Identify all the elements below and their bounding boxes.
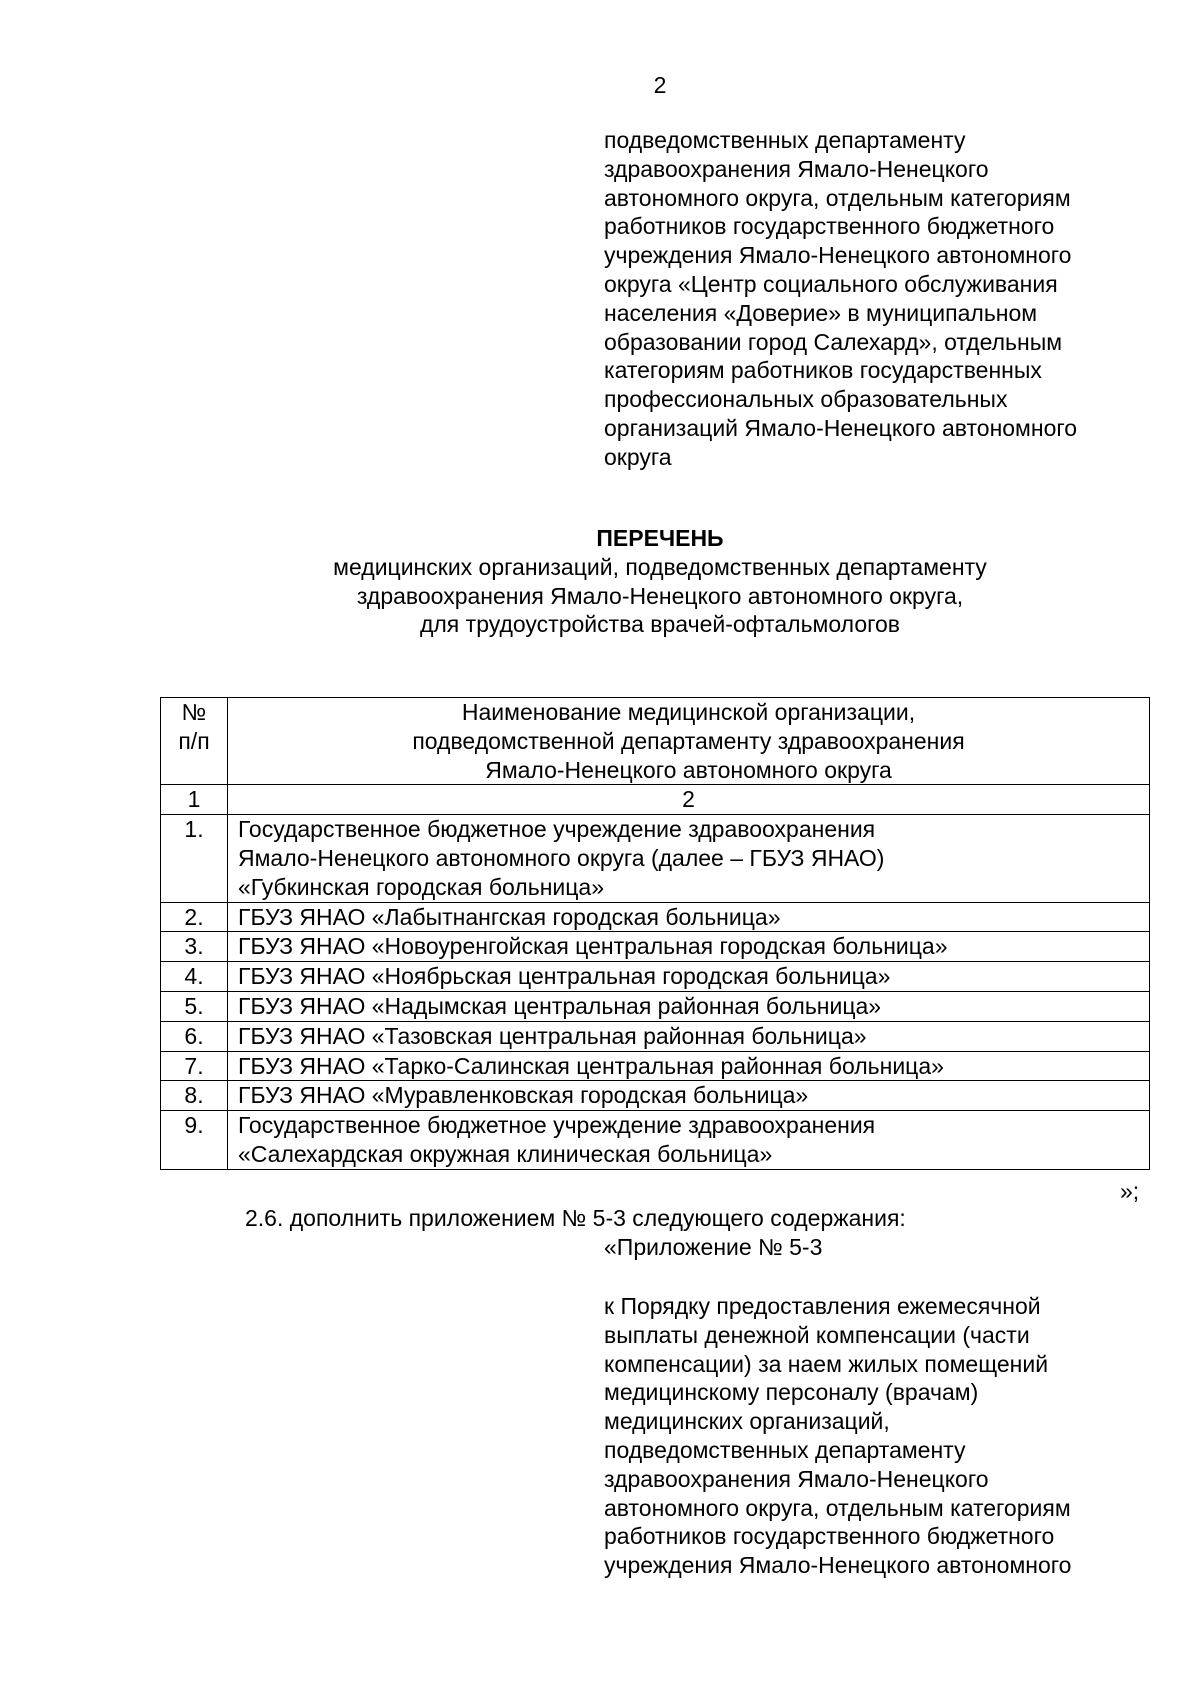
organization-name: ГБУЗ ЯНАО «Муравленковская городская больница»: [228, 1081, 1150, 1111]
row-number: 9.: [161, 1111, 228, 1170]
name-line: Государственное бюджетное учреждение здравоохранения: [238, 1112, 876, 1139]
appendix-title: «Приложение № 5-3: [604, 1234, 823, 1260]
row-number: 5.: [161, 991, 228, 1021]
table-row: [161, 962, 1150, 992]
text-line: работников государственного бюджетного: [604, 1523, 1055, 1550]
page-number: 2: [653, 72, 667, 98]
row-number: 6.: [161, 1021, 228, 1051]
table-row: [161, 1111, 1150, 1170]
name-line: «Губкинская городская больница»: [238, 873, 605, 900]
text-line: организаций Ямало-Ненецкого автономного: [604, 414, 1078, 441]
name-line: Государственное бюджетное учреждение здравоохранения: [238, 816, 876, 843]
row-number: 3.: [161, 932, 228, 962]
subtitle-line: для трудоустройства врачей-офтальмологов: [419, 611, 901, 638]
text-line: учреждения Ямало-Ненецкого автономного: [604, 242, 1072, 269]
header-number-line: №: [181, 699, 207, 725]
document-title: ПЕРЕЧЕНЬ: [596, 525, 724, 551]
header-name-line: Наименование медицинской организации,: [461, 699, 916, 725]
organization-name: ГБУЗ ЯНАО «Новоуренгойская центральная городская больница»: [228, 932, 1150, 962]
organization-name: ГБУЗ ЯНАО «Тазовская центральная районная больница»: [228, 1021, 1150, 1051]
appendix-reference: [604, 1292, 1164, 1580]
text-line: учреждения Ямало-Ненецкого автономного: [604, 1552, 1072, 1579]
closing-quote: »;: [1120, 1178, 1140, 1204]
text-line: округа «Центр социального обслуживания: [604, 270, 1058, 297]
table-header-row: [161, 698, 1150, 785]
row-number: 8.: [161, 1081, 228, 1111]
name-line: «Салехардская окружная клиническая больница»: [238, 1140, 773, 1167]
name-line: Ямало-Ненецкого автономного округа (далее – ГБУЗ ЯНАО): [238, 844, 885, 871]
text-line: населения «Доверие» в муниципальном: [604, 299, 1038, 326]
column-number-cell: 2: [228, 785, 1150, 815]
organization-name: ГБУЗ ЯНАО «Надымская центральная районная больница»: [228, 991, 1150, 1021]
header-name-cell: [228, 698, 1150, 785]
text-line: подведомственных департаменту: [604, 127, 966, 153]
text-line: округа: [604, 443, 672, 470]
row-number: 2.: [161, 902, 228, 932]
row-number: 1.: [161, 815, 228, 902]
text-line: работников государственного бюджетного: [604, 213, 1055, 240]
text-line: компенсации) за наем жилых помещений: [604, 1350, 1049, 1377]
header-number-cell: [161, 698, 228, 785]
organization-name: [228, 1111, 1150, 1170]
text-line: медицинскому персоналу (врачам): [604, 1379, 979, 1406]
text-line: автономного округа, отдельным категориям: [604, 1494, 1071, 1521]
table-row: [161, 1051, 1150, 1081]
column-number-cell: 1: [161, 785, 228, 815]
table-row: [161, 1081, 1150, 1111]
text-line: подведомственных департаменту: [604, 1436, 966, 1463]
table-row: [161, 991, 1150, 1021]
text-line: здравоохранения Ямало-Ненецкого: [604, 1465, 989, 1492]
table-row: [161, 815, 1150, 902]
header-name-line: Ямало-Ненецкого автономного округа: [485, 756, 892, 783]
column-number-row: [161, 785, 1150, 815]
text-line: к Порядку предоставления ежемесячной: [604, 1293, 1041, 1319]
subtitle-line: здравоохранения Ямало-Ненецкого автономного округа,: [356, 582, 964, 609]
list-title-block: [160, 524, 1160, 639]
text-line: категориям работников государственных: [604, 357, 1042, 384]
appendix-reference-continued: [604, 126, 1164, 472]
table-row: [161, 902, 1150, 932]
text-line: медицинских организаций,: [604, 1408, 890, 1435]
text-line: образовании город Салехард», отдельным: [604, 328, 1063, 355]
text-line: профессиональных образовательных: [604, 386, 1008, 413]
text-line: здравоохранения Ямало-Ненецкого: [604, 155, 989, 182]
subtitle-line: медицинских организаций, подведомственных департаменту: [333, 553, 987, 580]
row-number: 7.: [161, 1051, 228, 1081]
organization-name: ГБУЗ ЯНАО «Лабытнангская городская больница»: [228, 902, 1150, 932]
amendment-paragraph: 2.6. дополнить приложением № 5-3 следующего содержания:: [245, 1205, 906, 1231]
text-line: автономного округа, отдельным категориям: [604, 184, 1071, 211]
header-name-line: подведомственной департаменту здравоохранения: [412, 727, 965, 754]
header-number-line: п/п: [178, 727, 210, 754]
text-line: выплаты денежной компенсации (части: [604, 1321, 1030, 1348]
table-row: [161, 1021, 1150, 1051]
organization-name: [228, 815, 1150, 902]
row-number: 4.: [161, 962, 228, 992]
organization-name: ГБУЗ ЯНАО «Ноябрьская центральная городская больница»: [228, 962, 1150, 992]
organizations-table: [160, 697, 1150, 1170]
table-row: [161, 932, 1150, 962]
organization-name: ГБУЗ ЯНАО «Тарко-Салинская центральная районная больница»: [228, 1051, 1150, 1081]
